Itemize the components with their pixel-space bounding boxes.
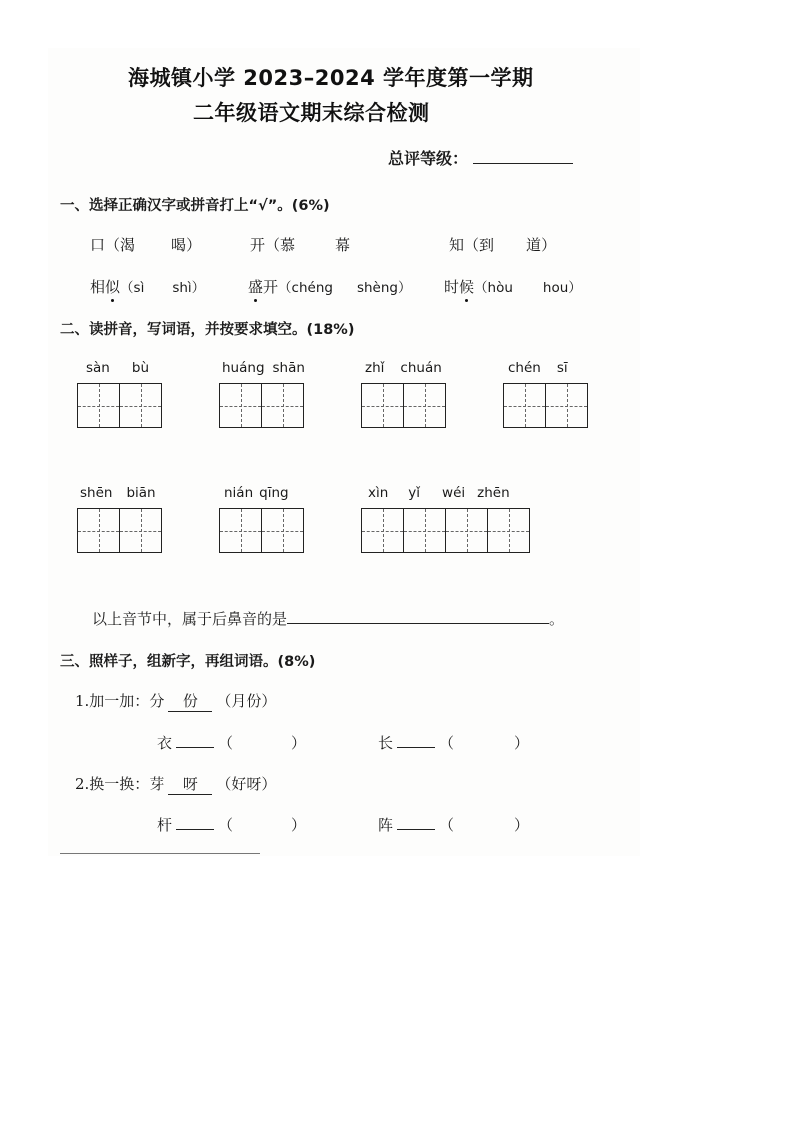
writing-cell[interactable] — [261, 384, 303, 427]
fill-prompt: 以上音节中，属于后鼻音的是 — [92, 610, 288, 628]
s3-part1-example — [75, 690, 276, 712]
s1-option[interactable]: 渴 — [120, 236, 136, 254]
s1-word-char: 时 — [444, 278, 460, 296]
paren-close: ） — [291, 816, 307, 834]
s3-part-label: 2.换一换： — [75, 775, 150, 793]
s1-dotted-char: 似 — [105, 278, 121, 296]
exam-title-line2: 二年级语文期末综合检测 — [193, 101, 430, 125]
s3-example-char: 分 — [149, 692, 165, 710]
writing-cell[interactable] — [220, 509, 261, 552]
s1-char: 开 — [250, 236, 266, 254]
s3-example-answer: 呀 — [168, 773, 212, 795]
pinyin-syllable: bù — [131, 360, 150, 376]
s1-row2-item3: 时候（hòu hou） — [444, 278, 582, 296]
s1-option[interactable]: sì — [133, 280, 145, 296]
pinyin-syllable: xìn — [368, 485, 389, 501]
s1-option[interactable]: 到 — [479, 236, 495, 254]
s1-word-char: 相 — [90, 278, 106, 296]
paren-open: （ — [218, 734, 234, 752]
s1-option[interactable]: 喝 — [171, 236, 187, 254]
s3-part-label: 1.加一加： — [75, 692, 150, 710]
exam-title-line1: 海城镇小学 2023–2024 学年度第一学期 — [128, 66, 534, 90]
scan-edge-line — [60, 853, 260, 854]
pinyin-group-6 — [224, 485, 289, 501]
new-char-blank[interactable] — [176, 829, 214, 830]
s3-base-char: 杆 — [157, 816, 173, 834]
writing-cell[interactable] — [504, 384, 545, 427]
s1-char: 口 — [90, 236, 106, 254]
pinyin-syllable: nián — [224, 485, 254, 501]
s3-example-word: （好呀） — [216, 775, 277, 793]
paren-open: （ — [439, 734, 455, 752]
writing-cell[interactable] — [78, 509, 119, 552]
writing-grid-2 — [219, 383, 304, 428]
s3-base-char: 衣 — [157, 734, 173, 752]
pinyin-syllable: huáng — [222, 360, 265, 376]
pinyin-group-7 — [368, 485, 510, 501]
new-char-blank[interactable] — [397, 829, 435, 830]
grade-label: 总评等级： — [388, 149, 469, 168]
pinyin-syllable: zhēn — [477, 485, 510, 501]
s1-option[interactable]: chéng — [291, 280, 333, 296]
pinyin-syllable: sàn — [86, 360, 110, 376]
s3-example-answer: 份 — [168, 690, 212, 712]
writing-cell[interactable] — [362, 384, 403, 427]
s3-part2-q2 — [378, 814, 529, 835]
s3-base-char: 阵 — [378, 816, 394, 834]
s1-char: 知 — [449, 236, 465, 254]
writing-cell[interactable] — [119, 384, 161, 427]
pinyin-syllable: shēn — [80, 485, 113, 501]
pinyin-syllable: zhǐ — [365, 360, 385, 376]
overall-grade — [388, 146, 573, 169]
writing-cell[interactable] — [545, 384, 587, 427]
pinyin-syllable: qīng — [259, 485, 289, 501]
writing-grid-5 — [77, 508, 162, 553]
writing-cell[interactable] — [403, 384, 445, 427]
s3-example-char: 芽 — [149, 775, 165, 793]
s1-row2-item2: 盛开（chéng shèng） — [248, 278, 412, 296]
pinyin-group-1 — [86, 360, 149, 376]
s1-row1-item2: 开（慕 幕 — [250, 236, 351, 254]
fill-blank[interactable] — [287, 623, 549, 624]
pinyin-group-5 — [80, 485, 156, 501]
pinyin-syllable: sī — [556, 360, 568, 376]
new-char-blank[interactable] — [397, 747, 435, 748]
pinyin-group-2 — [222, 360, 305, 376]
pinyin-syllable: chén — [508, 360, 541, 376]
writing-grid-4 — [503, 383, 588, 428]
pinyin-syllable: chuán — [400, 360, 442, 376]
grade-blank[interactable] — [473, 163, 573, 164]
writing-grid-7 — [361, 508, 530, 553]
s1-dotted-char: 候 — [459, 278, 475, 296]
s1-option[interactable]: shì — [172, 280, 192, 296]
s3-part2-example — [75, 773, 276, 795]
s1-option[interactable]: hòu — [487, 280, 513, 296]
s1-row2-item1: 相似（sì shì） — [90, 278, 206, 296]
writing-cell[interactable] — [403, 509, 445, 552]
s1-word-char: 开 — [263, 278, 279, 296]
section1-heading: 一、选择正确汉字或拼音打上“√”。(6%) — [60, 198, 330, 214]
paren-open: （ — [218, 816, 234, 834]
section3-heading: 三、照样子，组新字，再组词语。(8%) — [60, 654, 316, 670]
pinyin-syllable: shān — [272, 360, 305, 376]
pinyin-syllable: yǐ — [408, 485, 421, 501]
new-char-blank[interactable] — [176, 747, 214, 748]
section2-heading: 二、读拼音，写词语，并按要求填空。(18%) — [60, 322, 355, 338]
fill-end: 。 — [549, 610, 565, 628]
pinyin-group-3 — [365, 360, 442, 376]
s1-dotted-char: 盛 — [248, 278, 264, 296]
bleed-through-marks — [580, 88, 640, 208]
nasal-fill-question — [92, 608, 564, 629]
s3-part1-q1 — [157, 732, 306, 753]
scanned-paper — [48, 48, 640, 856]
pinyin-syllable: wéi — [442, 485, 466, 501]
writing-cell[interactable] — [487, 509, 529, 552]
s1-option[interactable]: hou — [542, 280, 569, 296]
pinyin-syllable: biān — [126, 485, 156, 501]
s1-row1-item1: 口（渴 喝） — [90, 236, 202, 254]
paren-close: ） — [514, 734, 530, 752]
pinyin-group-4 — [508, 360, 568, 376]
s1-row1-item3: 知（到 道） — [449, 236, 557, 254]
s3-base-char: 长 — [378, 734, 394, 752]
paren-close: ） — [291, 734, 307, 752]
s1-option[interactable]: 幕 — [335, 236, 351, 254]
writing-grid-1 — [77, 383, 162, 428]
s3-example-word: （月份） — [216, 692, 277, 710]
writing-cell[interactable] — [445, 509, 487, 552]
s1-option[interactable]: 道 — [526, 236, 542, 254]
s3-part1-q2 — [378, 732, 529, 753]
writing-grid-6 — [219, 508, 304, 553]
writing-cell[interactable] — [78, 384, 119, 427]
writing-cell[interactable] — [119, 509, 161, 552]
paren-close: ） — [514, 816, 530, 834]
writing-cell[interactable] — [261, 509, 303, 552]
s1-option[interactable]: 慕 — [280, 236, 296, 254]
s3-part2-q1 — [157, 814, 306, 835]
writing-cell[interactable] — [362, 509, 403, 552]
s1-option[interactable]: shèng — [356, 280, 398, 296]
writing-cell[interactable] — [220, 384, 261, 427]
writing-grid-3 — [361, 383, 446, 428]
paren-open: （ — [439, 816, 455, 834]
